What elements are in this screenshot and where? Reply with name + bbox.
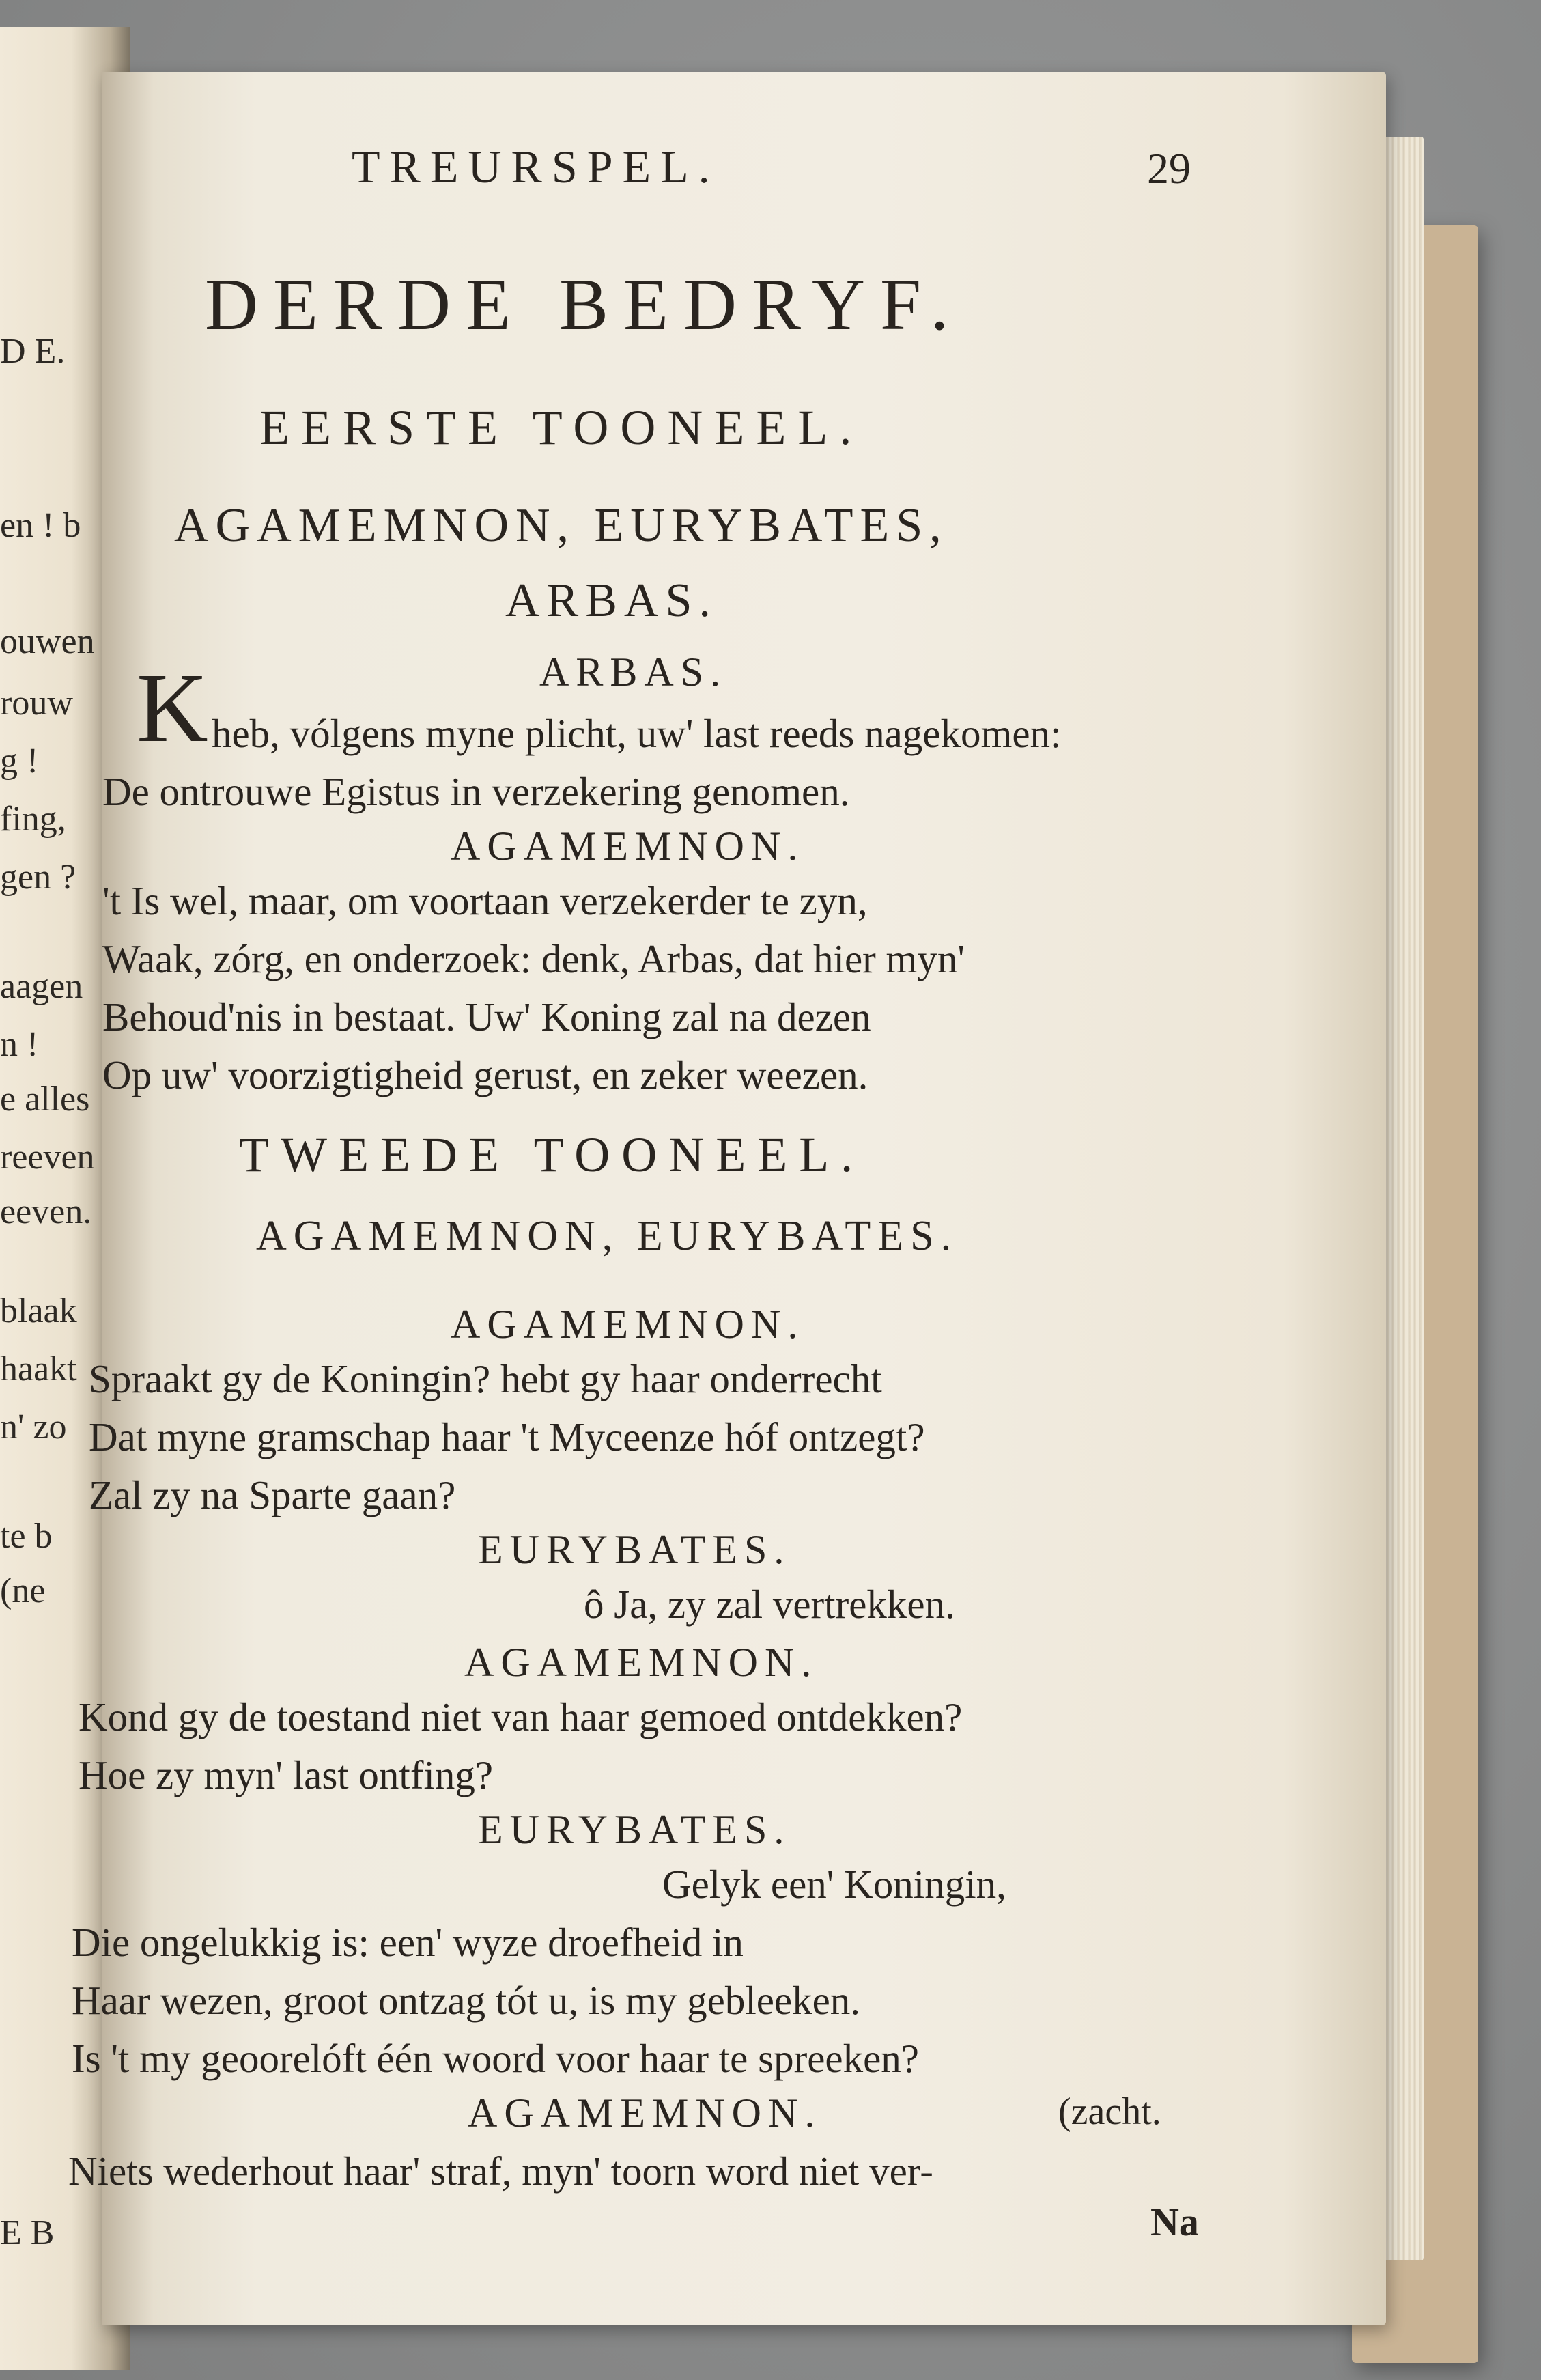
left-fragment: te b xyxy=(0,1517,53,1556)
left-fragment: ouwen xyxy=(0,622,95,661)
drop-cap: K xyxy=(137,654,208,763)
left-fragment: eeven. xyxy=(0,1192,92,1231)
speaker-name: AGAMEMNON. xyxy=(451,824,805,869)
act-title: DERDE BEDRYF. xyxy=(205,264,964,346)
left-fragment: gen ? xyxy=(0,858,76,897)
verse-line: Behoud'nis in bestaat. Uw' Koning zal na dezen xyxy=(102,994,871,1039)
left-fragment: n ! xyxy=(0,1025,39,1064)
speaker-name: ARBAS. xyxy=(539,649,728,695)
left-fragment: haakt xyxy=(0,1349,77,1388)
scene-title: TWEEDE TOONEEL. xyxy=(239,1128,865,1182)
running-head: TREURSPEL. xyxy=(352,141,720,193)
verse-line: heb, vólgens myne plicht, uw' last reeds nagekomen: xyxy=(212,711,1062,756)
verse-line: Die ongelukkig is: een' wyze droefheid in xyxy=(72,1920,744,1965)
left-fragment: rouw xyxy=(0,684,73,723)
speaker-name: EURYBATES. xyxy=(478,1807,791,1852)
left-fragment: E B xyxy=(0,2213,55,2252)
cast-list: AGAMEMNON, EURYBATES. xyxy=(256,1213,959,1259)
book-page xyxy=(68,72,1386,2325)
speaker-name: AGAMEMNON. xyxy=(464,1640,819,1685)
left-fragment: fing, xyxy=(0,800,66,839)
verse-line: Spraakt gy de Koningin? hebt gy haar onderrecht xyxy=(89,1356,882,1401)
verse-line: Gelyk een' Koningin, xyxy=(662,1862,1006,1907)
verse-line: Kond gy de toestand niet van haar gemoed ontdekken? xyxy=(79,1694,963,1739)
page-number: 29 xyxy=(1147,144,1191,193)
verse-line: Dat myne gramschap haar 't Myceenze hóf ontzegt? xyxy=(89,1414,925,1459)
verse-line: Hoe zy myn' last ontfing? xyxy=(79,1752,494,1797)
catchword: Na xyxy=(1150,2200,1199,2244)
verse-line: Zal zy na Sparte gaan? xyxy=(89,1472,456,1517)
left-fragment: e alles xyxy=(0,1080,90,1119)
left-fragment: blaak xyxy=(0,1291,77,1330)
left-fragment: en ! b xyxy=(0,506,81,545)
cast-list: ARBAS. xyxy=(505,574,718,627)
left-fragment: (ne xyxy=(0,1571,46,1610)
verse-line: 't Is wel, maar, om voortaan verzekerder te zyn, xyxy=(102,878,868,923)
verse-line: Waak, zórg, en onderzoek: denk, Arbas, dat hier myn' xyxy=(102,936,965,981)
left-fragment: reeven xyxy=(0,1138,95,1177)
speaker-name: AGAMEMNON. xyxy=(468,2090,822,2136)
speaker-name: EURYBATES. xyxy=(478,1527,791,1572)
speaker-name: AGAMEMNON. xyxy=(451,1302,805,1347)
left-fragment: D E. xyxy=(0,332,66,371)
verse-line: Niets wederhout haar' straf, myn' toorn word niet ver- xyxy=(68,2148,933,2194)
left-fragment: aagen xyxy=(0,967,83,1006)
verse-line: Haar wezen, groot ontzag tót u, is my gebleeken. xyxy=(72,1978,861,2023)
left-fragment: n' zo xyxy=(0,1408,67,1446)
verse-line: Is 't my geoorelóft één woord voor haar te spreeken? xyxy=(72,2036,919,2081)
cast-list: AGAMEMNON, EURYBATES, xyxy=(174,499,948,552)
verse-line: De ontrouwe Egistus in verzekering genomen. xyxy=(102,769,850,814)
verse-line: ô Ja, zy zal vertrekken. xyxy=(584,1582,955,1627)
scene-title: EERSTE TOONEEL. xyxy=(259,400,864,455)
stage-direction: (zacht. xyxy=(1058,2090,1161,2133)
left-fragment: g ! xyxy=(0,742,39,781)
verse-line: Op uw' voorzigtigheid gerust, en zeker weezen. xyxy=(102,1052,868,1097)
